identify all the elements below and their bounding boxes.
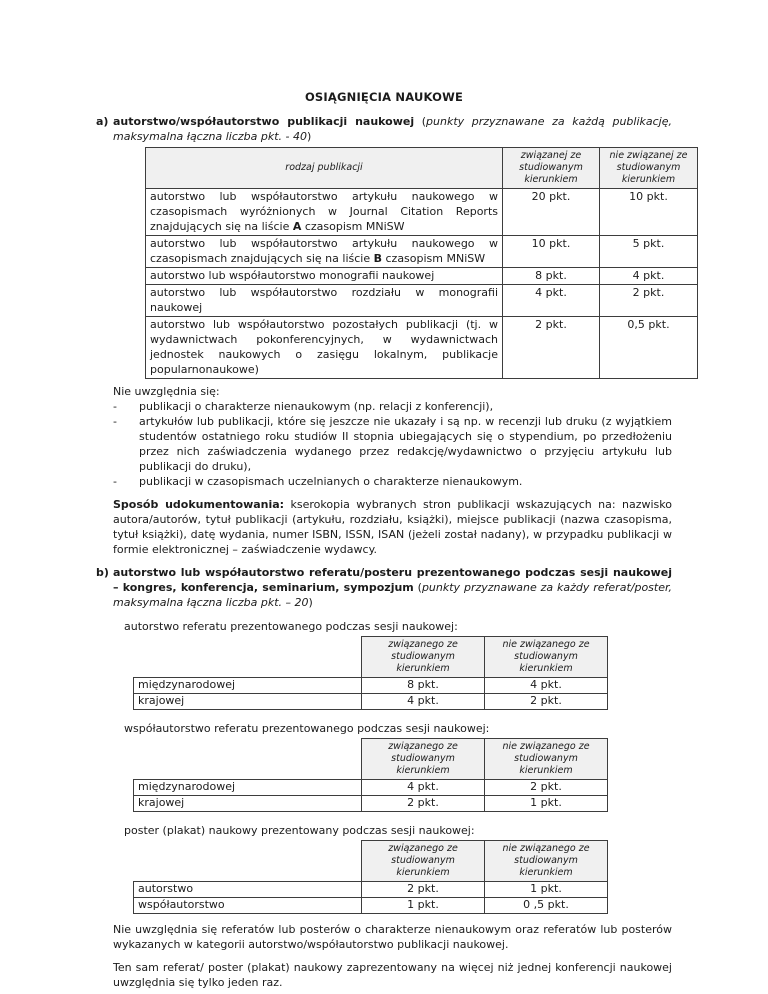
documentation-label: Sposób udokumentowania: <box>113 498 285 511</box>
points-unrelated: 2 pkt. <box>600 285 698 317</box>
section-b <box>96 565 672 990</box>
page-title: OSIĄGNIĘCIA NAUKOWE <box>304 90 464 104</box>
points-unrelated: 10 pkt. <box>600 189 698 236</box>
documentation-paragraph <box>113 497 672 557</box>
table-row <box>134 694 608 710</box>
paper-coauthorship-points-table <box>133 738 608 812</box>
empty-header-cell <box>134 739 362 780</box>
column-header-rodzaj: rodzaj publikacji <box>146 148 503 189</box>
points-unrelated: 4 pkt. <box>485 678 608 694</box>
column-header-unrelated: nie związanego ze studiowanym kierunkiem <box>485 739 608 780</box>
section-a <box>96 114 688 557</box>
table-row <box>134 898 608 914</box>
column-header-unrelated: nie związanej ze studiowanym kierunkiem <box>600 148 698 189</box>
points-related: 4 pkt. <box>503 285 600 317</box>
paren-close: ) <box>307 130 312 143</box>
table-header-row <box>134 637 608 678</box>
row-label-bold: B <box>373 252 382 265</box>
row-label <box>146 236 503 268</box>
section-a-heading <box>113 114 672 144</box>
table-header-row <box>146 148 698 189</box>
row-label-text: czasopism MNiSW <box>301 220 405 233</box>
section-a-body <box>113 114 688 557</box>
table-row <box>146 268 698 285</box>
row-label: międzynarodowej <box>134 678 362 694</box>
exclusion-text: artykułów lub publikacji, które się jeszcze nie ukazały i są np. w recenzji lub druku (z wyjątkiem studentów ostatniego roku studiów II stopnia ubiegających się o stypendium, po przedłożeniu przez nich zaświadczenia wydanego przez redakcję/wydawnictwo o przyjęciu artykułu lub publikacji do druku), <box>139 415 672 473</box>
publication-points-table <box>145 147 698 379</box>
section-b-label: b) <box>96 566 109 579</box>
dash-bullet: - <box>113 415 117 428</box>
points-related: 2 pkt. <box>503 317 600 379</box>
section-a-heading-italic: punkty przyznawane za każdą publikację, maksymalna łączna liczba pkt. - 40 <box>113 115 672 143</box>
points-related: 8 pkt. <box>503 268 600 285</box>
paren-open: ( <box>414 115 427 128</box>
points-unrelated: 4 pkt. <box>600 268 698 285</box>
column-header-unrelated: nie związanego ze studiowanym kierunkiem <box>485 841 608 882</box>
poster-points-table <box>133 840 608 914</box>
table-row <box>134 780 608 796</box>
table-header-row <box>134 739 608 780</box>
table-row <box>146 317 698 379</box>
subtable-intro: współautorstwo referatu prezentowanego podczas sesji naukowej: <box>124 722 490 735</box>
points-unrelated: 2 pkt. <box>485 780 608 796</box>
row-label-text: autorstwo lub współautorstwo rozdziału w monografii naukowej <box>150 286 498 314</box>
table-row <box>134 796 608 812</box>
section-b-body <box>113 565 672 990</box>
note-exclusions: Nie uwzględnia się referatów lub posterów o charakterze nienaukowym oraz referatów lub posterów wykazanych w kategorii autorstwo/współautorstwo publikacji naukowej. <box>113 923 672 951</box>
row-label: krajowej <box>134 796 362 812</box>
subtable-intro: poster (plakat) naukowy prezentowany podczas sesji naukowej: <box>124 824 475 837</box>
points-related: 2 pkt. <box>362 796 485 812</box>
row-label-text: czasopism MNiSW <box>382 252 486 265</box>
row-label: autorstwo <box>134 882 362 898</box>
points-unrelated: 0 ,5 pkt. <box>485 898 608 914</box>
points-related: 2 pkt. <box>362 882 485 898</box>
section-a-heading-bold: autorstwo/współautorstwo publikacji naukowej <box>113 115 415 128</box>
row-label-text: autorstwo lub współautorstwo artykułu naukowego w czasopismach wyróżnionych w Journal Citation Reports znajdujących się na liście <box>150 190 498 233</box>
table-header-row <box>134 841 608 882</box>
points-unrelated: 2 pkt. <box>485 694 608 710</box>
empty-header-cell <box>134 841 362 882</box>
points-related: 20 pkt. <box>503 189 600 236</box>
section-b-heading-italic: punkty przyznawane za każdy referat/poster, maksymalna łączna liczba pkt. – 20 <box>113 581 672 609</box>
column-header-related: związanego ze studiowanym kierunkiem <box>362 739 485 780</box>
dash-bullet: - <box>113 400 117 413</box>
paper-authorship-points-table <box>133 636 608 710</box>
row-label: międzynarodowej <box>134 780 362 796</box>
subsection-poster <box>124 823 672 914</box>
points-related: 10 pkt. <box>503 236 600 268</box>
points-related: 4 pkt. <box>362 780 485 796</box>
row-label-text: autorstwo lub współautorstwo monografii naukowej <box>150 269 435 282</box>
row-label-text: autorstwo lub współautorstwo artykułu naukowego w czasopismach znajdujących się na liście <box>150 237 498 265</box>
row-label-text: autorstwo lub współautorstwo pozostałych publikacji (tj. w wydawnictwach pokonferencyjnych, w wydawnictwach jednostek naukowych o zasięgu lokalnym, publikacje popularnonaukowe) <box>150 318 498 376</box>
row-label: krajowej <box>134 694 362 710</box>
points-unrelated: 1 pkt. <box>485 796 608 812</box>
exclusions-intro: Nie uwzględnia się: <box>113 385 220 398</box>
row-label: współautorstwo <box>134 898 362 914</box>
points-unrelated: 5 pkt. <box>600 236 698 268</box>
dash-bullet: - <box>113 475 117 488</box>
empty-header-cell <box>134 637 362 678</box>
exclusion-text: publikacji o charakterze nienaukowym (np. relacji z konferencji), <box>139 400 494 413</box>
section-a-label: a) <box>96 115 109 128</box>
subsection-authorship-paper <box>124 619 672 710</box>
table-row <box>134 882 608 898</box>
exclusion-item <box>113 414 672 474</box>
paren-open: ( <box>413 581 422 594</box>
row-label-bold: A <box>292 220 302 233</box>
points-unrelated: 0,5 pkt. <box>600 317 698 379</box>
points-unrelated: 1 pkt. <box>485 882 608 898</box>
row-label <box>146 285 503 317</box>
subtable-intro: autorstwo referatu prezentowanego podczas sesji naukowej: <box>124 620 458 633</box>
points-related: 8 pkt. <box>362 678 485 694</box>
exclusion-item <box>113 399 672 414</box>
subsection-coauthorship-paper <box>124 721 672 812</box>
section-b-heading-bold: autorstwo lub współautorstwo referatu/posteru prezentowanego podczas sesji naukowej – kongres, konferencja, seminarium, sympozjum <box>113 566 672 594</box>
points-related: 1 pkt. <box>362 898 485 914</box>
column-header-related: związanej ze studiowanym kierunkiem <box>503 148 600 189</box>
column-header-related: związanego ze studiowanym kierunkiem <box>362 637 485 678</box>
note-single-count: Ten sam referat/ poster (plakat) naukowy zaprezentowany na więcej niż jednej konferencji naukowej uwzględnia się tylko jeden raz. <box>113 961 672 989</box>
table-row <box>146 236 698 268</box>
row-label <box>146 189 503 236</box>
paren-close: ) <box>308 596 313 609</box>
table-row <box>146 189 698 236</box>
table-row <box>134 678 608 694</box>
exclusion-item <box>113 474 672 489</box>
exclusion-text: publikacji w czasopismach uczelnianych o charakterze nienaukowym. <box>139 475 523 488</box>
column-header-unrelated: nie związanego ze studiowanym kierunkiem <box>485 637 608 678</box>
column-header-related: związanego ze studiowanym kierunkiem <box>362 841 485 882</box>
points-related: 4 pkt. <box>362 694 485 710</box>
table-row <box>146 285 698 317</box>
section-b-heading <box>113 565 672 610</box>
documentation-text: kserokopia wybranych stron publikacji wskazujących na: nazwisko autora/autorów, tytuł publikacji (artykułu, rozdziału, książki), miejsce publikacji (nazwa czasopisma, tytuł książki), datę wydania, numer ISBN, ISSN, ISAN (jeżeli został nadany), w przypadku publikacji w formie elektronicznej – zaświadczenie wydawcy. <box>113 498 672 556</box>
row-label <box>146 268 503 285</box>
row-label <box>146 317 503 379</box>
